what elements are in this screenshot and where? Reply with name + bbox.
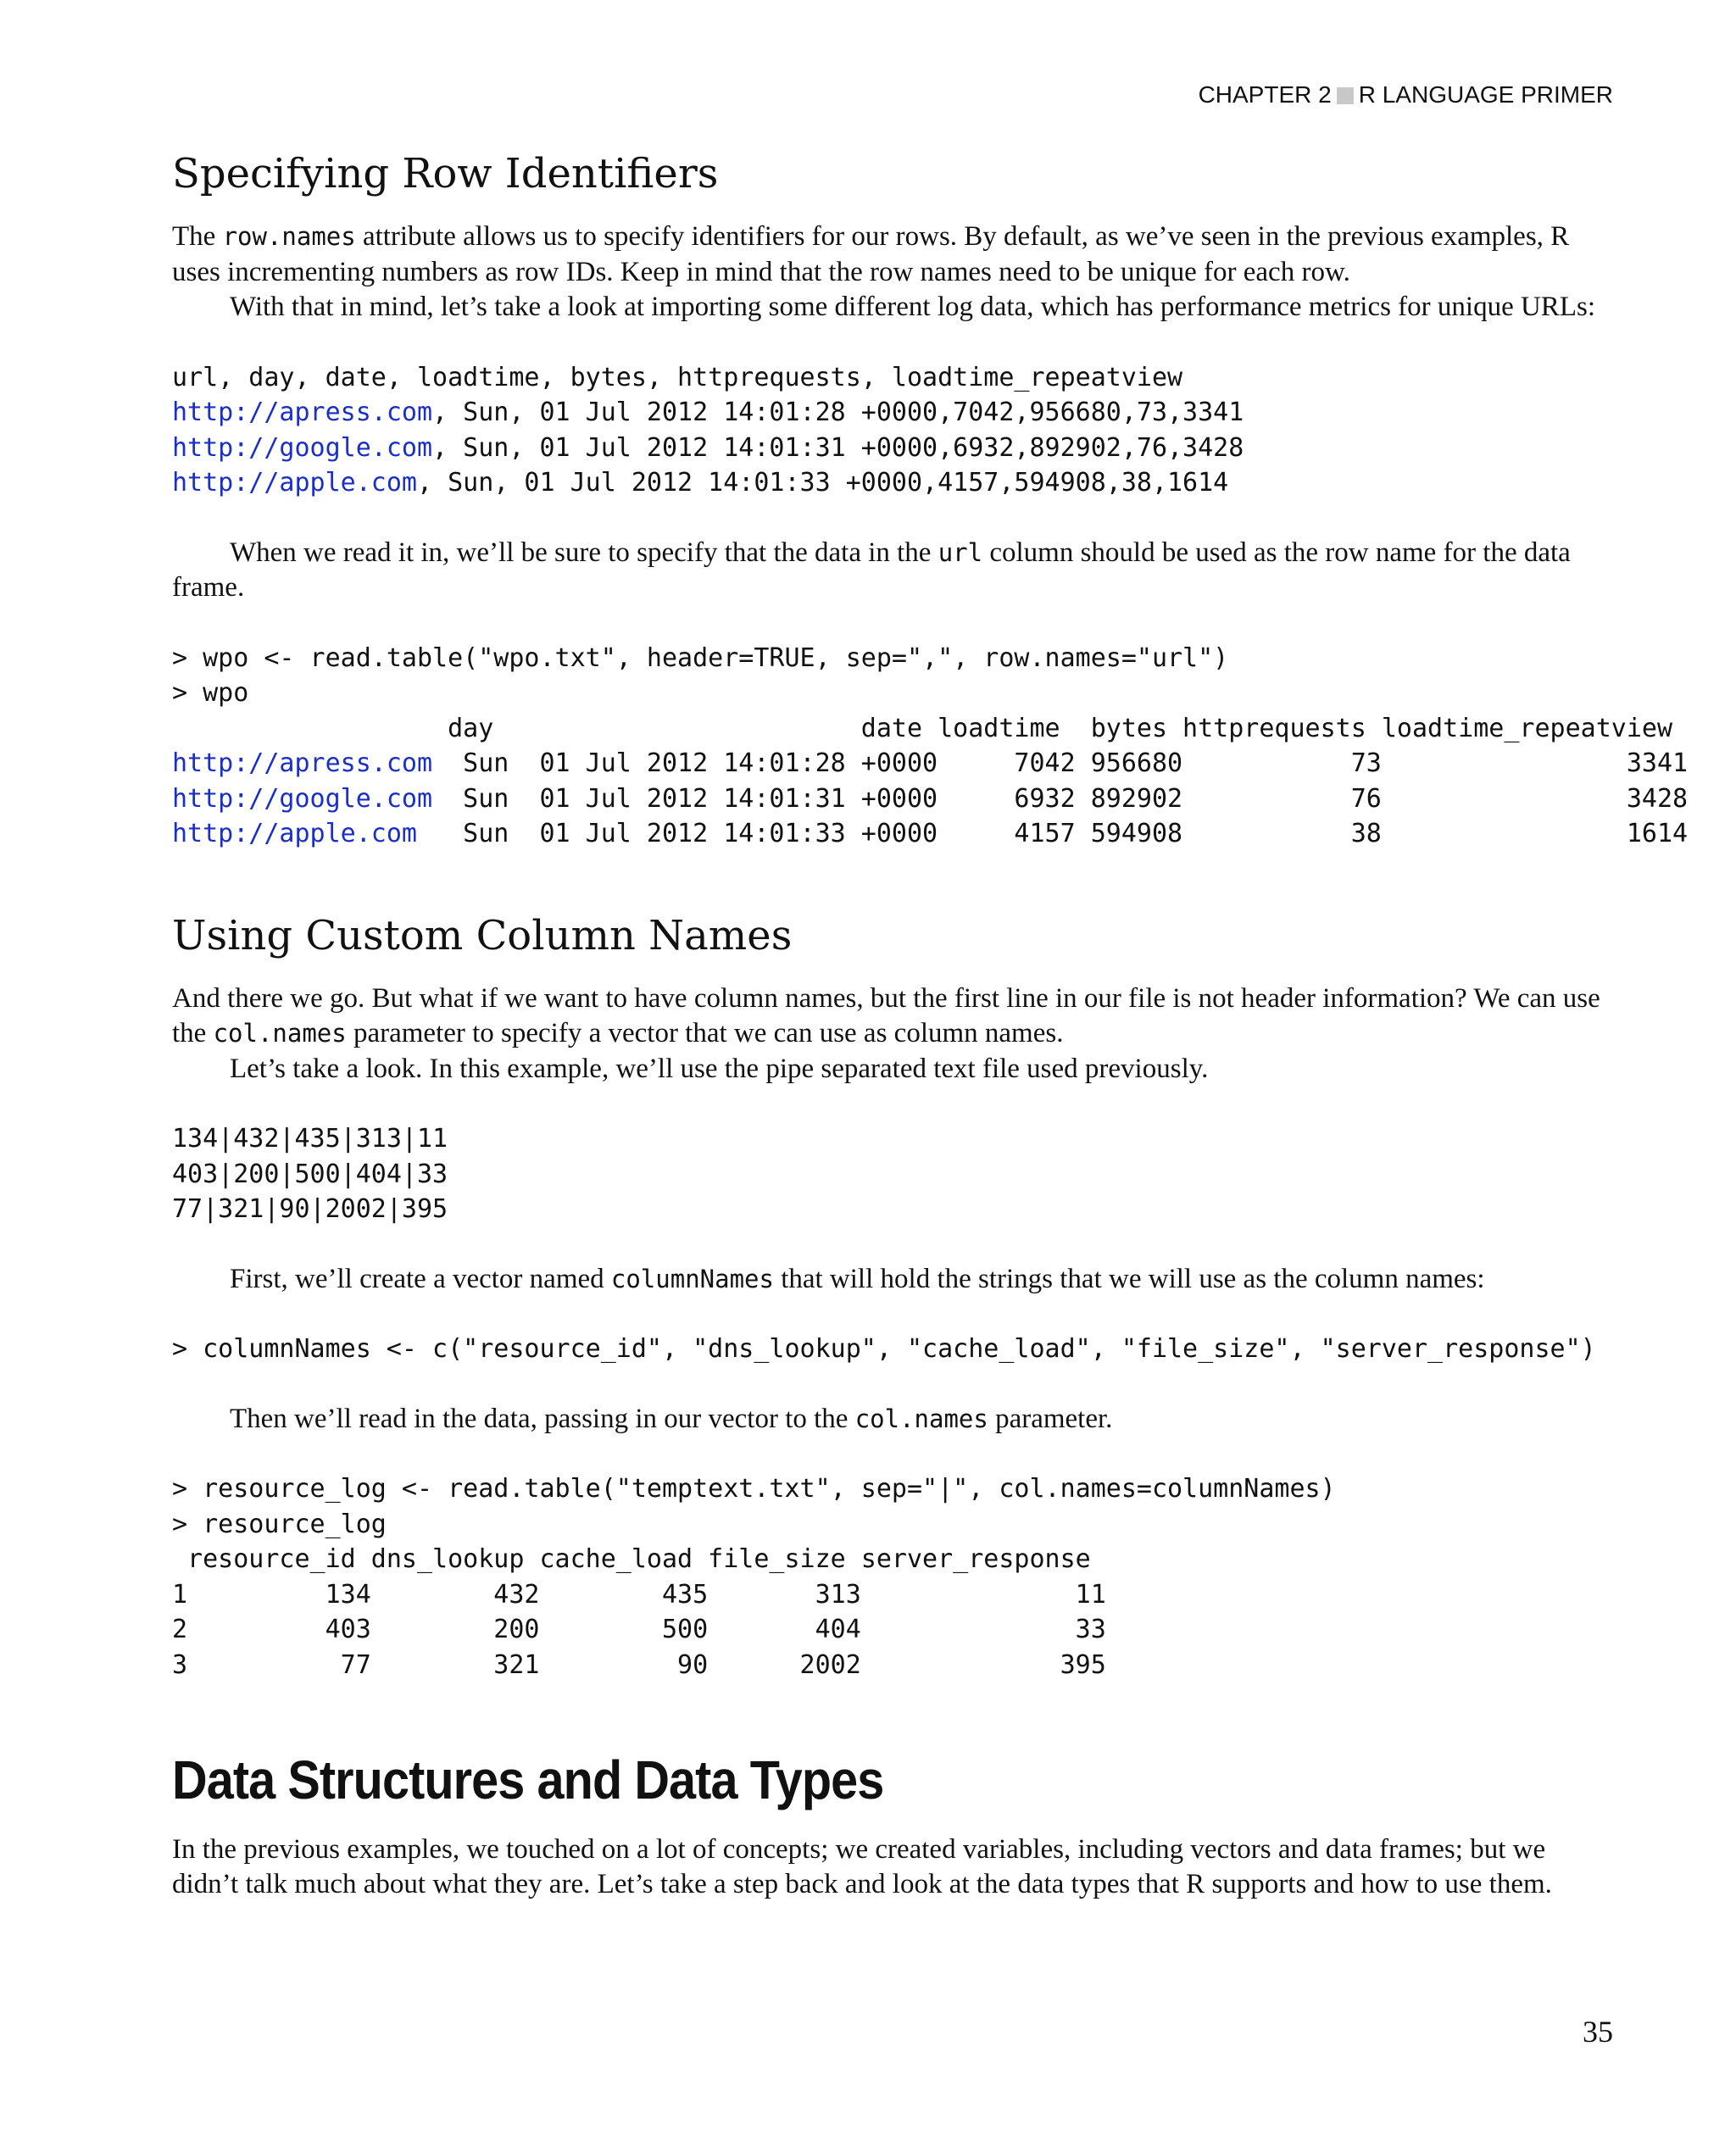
code-line: resource_id dns_lookup cache_load file_size server_response xyxy=(172,1544,1091,1575)
paragraph: With that in mind, let’s take a look at importing some different log data, which has performance metrics for unique URLs: xyxy=(230,292,1595,323)
code-line: 134|432|435|313|11 xyxy=(172,1124,448,1154)
code-line: > resource_log xyxy=(172,1509,387,1539)
code-line: 3 77 321 90 2002 395 xyxy=(172,1649,1106,1680)
code-block-wpo xyxy=(172,641,1689,852)
paragraph: In the previous examples, we touched on a lot of concepts; we created variables, including vectors and data frames; but we didn’t talk much about what they are. Let’s take a step back and look at the data types that R supports and how to use them. xyxy=(172,1833,1552,1900)
url-link[interactable]: http://apple.com xyxy=(172,819,417,849)
paragraph: The row.names attribute allows us to specify identifiers for our rows. By default, as we’ve seen in the previous examples, R uses incrementing numbers as row IDs. Keep in mind that the row names need to be unique for each row. xyxy=(172,221,1570,287)
code-block-csv xyxy=(172,360,1613,501)
chapter-label: CHAPTER 2 xyxy=(1198,81,1332,108)
url-link[interactable]: http://google.com xyxy=(172,783,433,814)
code-line: http://apple.com, Sun, 01 Jul 2012 14:01:33 +0000,4157,594908,38,1614 xyxy=(172,468,1229,498)
code-line: http://apress.com Sun 01 Jul 2012 14:01:28 +0000 7042 956680 73 3341 xyxy=(172,748,1689,779)
code-line: 403|200|500|404|33 xyxy=(172,1159,448,1189)
code-line: > columnNames <- c("resource_id", "dns_lookup", "cache_load", "file_size", "server_response") xyxy=(172,1334,1596,1365)
inline-code: columnNames xyxy=(610,1264,774,1293)
code-line: http://google.com, Sun, 01 Jul 2012 14:01:31 +0000,6932,892902,76,3428 xyxy=(172,432,1244,463)
page-number: 35 xyxy=(1583,2015,1613,2049)
section-heading-row-identifiers: Specifying Row Identifiers xyxy=(172,150,719,197)
code-line: 1 134 432 435 313 11 xyxy=(172,1579,1106,1610)
inline-code: col.names xyxy=(854,1404,988,1433)
paragraph: First, we’ll create a vector named columnNames that will hold the strings that we will use as the column names: xyxy=(230,1263,1485,1294)
code-line: http://google.com Sun 01 Jul 2012 14:01:31 +0000 6932 892902 76 3428 xyxy=(172,783,1689,814)
code-line: > wpo <- read.table("wpo.txt", header=TRUE, sep=",", row.names="url") xyxy=(172,642,1229,673)
code-block-pipe-data xyxy=(172,1121,1613,1227)
paragraph: Let’s take a look. In this example, we’ll use the pipe separated text file used previously. xyxy=(230,1053,1209,1084)
url-link[interactable]: http://apress.com xyxy=(172,748,433,779)
code-line: > resource_log <- read.table("temptext.txt", sep="|", col.names=columnNames) xyxy=(172,1474,1336,1504)
inline-code: url xyxy=(938,537,983,567)
running-head xyxy=(1199,81,1613,108)
code-line: 2 403 200 500 404 33 xyxy=(172,1615,1106,1645)
code-line: 77|321|90|2002|395 xyxy=(172,1194,448,1225)
code-line: url, day, date, loadtime, bytes, httprequests, loadtime_repeatview xyxy=(172,362,1183,392)
url-link[interactable]: http://apple.com xyxy=(172,468,417,498)
separator-square-icon xyxy=(1337,87,1354,104)
inline-code: col.names xyxy=(213,1019,347,1048)
paragraph: Then we’ll read in the data, passing in our vector to the col.names parameter. xyxy=(230,1403,1113,1434)
section-heading-custom-column-names: Using Custom Column Names xyxy=(172,911,793,959)
paragraph: And there we go. But what if we want to have column names, but the first line in our file is not header information? We can use the col.names parameter to specify a vector that we can use as column names. xyxy=(172,982,1600,1049)
code-line: > wpo xyxy=(172,678,249,709)
code-block-colnames xyxy=(172,1332,1613,1367)
url-link[interactable]: http://apress.com xyxy=(172,398,433,428)
url-link[interactable]: http://google.com xyxy=(172,432,433,463)
paragraph: When we read it in, we’ll be sure to specify that the data in the url column should be used as the row name for the data frame. xyxy=(172,537,1571,603)
chapter-title: R LANGUAGE PRIMER xyxy=(1358,81,1613,108)
code-line: day date loadtime bytes httprequests loadtime_repeatview xyxy=(172,713,1673,743)
code-line: http://apress.com, Sun, 01 Jul 2012 14:01:28 +0000,7042,956680,73,3341 xyxy=(172,398,1244,428)
code-block-resource-log xyxy=(172,1471,1613,1682)
section-heading-data-structures: Data Structures and Data Types xyxy=(172,1749,884,1811)
code-line: http://apple.com Sun 01 Jul 2012 14:01:33 +0000 4157 594908 38 1614 xyxy=(172,819,1689,849)
page-content xyxy=(172,150,1689,1903)
inline-code: row.names xyxy=(222,222,356,252)
